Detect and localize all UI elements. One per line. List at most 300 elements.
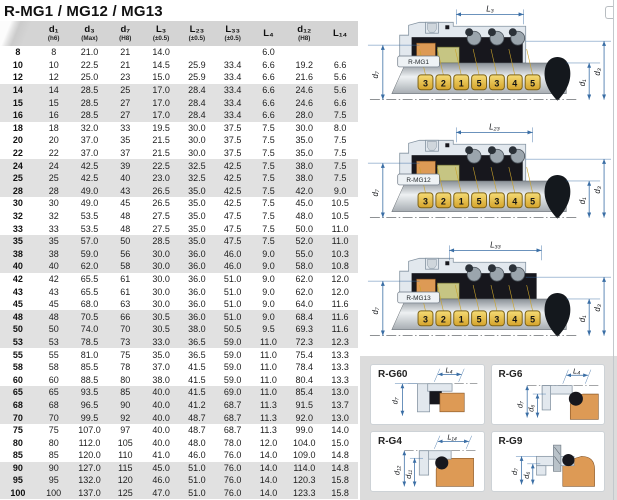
data-cell: 109.0 xyxy=(293,450,316,461)
svg-text:L₄: L₄ xyxy=(445,365,453,375)
data-cell: 33.4 xyxy=(215,96,251,109)
data-cell: 30.0 xyxy=(188,148,206,159)
data-cell: 9.5 xyxy=(251,323,287,336)
data-cell: 32.0 xyxy=(80,122,99,133)
part-number-label: 5 xyxy=(530,314,536,325)
data-cell: 25 xyxy=(36,172,72,185)
data-cell: 36.0 xyxy=(179,260,215,273)
data-cell: 32 xyxy=(48,211,59,222)
svg-text:L₂₃: L₂₃ xyxy=(489,122,500,132)
data-cell: 46.0 xyxy=(188,450,206,461)
data-cell: 40.0 xyxy=(152,425,170,436)
data-cell: 9.0 xyxy=(251,260,287,273)
data-cell: 21 xyxy=(120,47,131,58)
data-cell: 6.6 xyxy=(262,59,275,70)
data-cell: 76.0 xyxy=(215,474,251,487)
data-cell: 80 xyxy=(48,437,59,448)
data-cell: 51.0 xyxy=(179,487,215,500)
data-cell: 48.0 xyxy=(295,211,314,222)
data-cell: 33.0 xyxy=(143,336,179,349)
data-cell: 53 xyxy=(36,336,72,349)
data-cell: 56 xyxy=(107,248,143,261)
data-cell: 42.5 xyxy=(223,198,242,209)
data-cell: 57.0 xyxy=(72,235,108,248)
data-cell: 65.5 xyxy=(80,273,99,284)
table-row xyxy=(0,487,358,500)
svg-text:d₃: d₃ xyxy=(593,68,603,76)
row-header-cell: 32 xyxy=(12,211,23,222)
data-cell: 62.0 xyxy=(295,286,314,297)
data-cell: 38.0 xyxy=(286,172,322,185)
data-cell: 40 xyxy=(107,172,143,185)
data-cell: 7.5 xyxy=(322,159,358,172)
data-cell: 47.0 xyxy=(143,487,179,500)
data-cell: 42.0 xyxy=(286,185,322,198)
data-cell: 78.5 xyxy=(72,336,108,349)
row-header-cell: 24 xyxy=(0,159,36,172)
data-cell: 115 xyxy=(107,462,143,475)
data-cell: 13.3 xyxy=(331,362,349,373)
data-cell: 64.0 xyxy=(295,299,314,310)
row-header-cell: 20 xyxy=(12,135,23,146)
data-cell: 51.0 xyxy=(223,286,242,297)
data-cell: 35.0 xyxy=(179,185,215,198)
row-header-cell: 70 xyxy=(0,411,36,424)
data-cell: 68.7 xyxy=(215,411,251,424)
data-cell: 81.0 xyxy=(80,349,99,360)
data-cell: 51.0 xyxy=(179,462,215,475)
table-row xyxy=(0,424,358,437)
data-cell: 21.6 xyxy=(295,72,314,83)
data-cell: 17.0 xyxy=(143,84,179,97)
part-number-label: 3 xyxy=(423,78,428,89)
data-cell: 7.5 xyxy=(251,172,287,185)
data-cell: 132.0 xyxy=(72,474,108,487)
table-row xyxy=(0,273,358,286)
data-cell: 42.5 xyxy=(215,159,251,172)
data-cell: 46.0 xyxy=(215,260,251,273)
data-cell: 24.6 xyxy=(286,96,322,109)
data-cell: 18 xyxy=(48,122,59,133)
data-cell: 46.0 xyxy=(215,248,251,261)
row-header-cell: 8 xyxy=(15,47,21,58)
data-cell: 59.0 xyxy=(223,362,242,373)
data-cell: 96.5 xyxy=(72,399,108,412)
data-cell: 36.0 xyxy=(188,299,206,310)
data-cell: 14.0 xyxy=(259,450,278,461)
data-cell: 48 xyxy=(120,223,131,234)
data-cell: 40.0 xyxy=(143,411,179,424)
svg-text:d₇: d₇ xyxy=(370,71,380,79)
data-cell: 36.0 xyxy=(179,248,215,261)
row-header-cell: 100 xyxy=(0,487,36,500)
data-cell: 14.8 xyxy=(331,450,349,461)
detail-panel-rg60 xyxy=(370,364,485,425)
data-cell: 40.0 xyxy=(143,399,179,412)
data-cell: 9.0 xyxy=(251,310,287,323)
data-cell: 28.5 xyxy=(72,109,108,122)
data-cell: 21.5 xyxy=(152,148,170,159)
row-header-cell: 16 xyxy=(0,109,36,122)
data-cell: 50 xyxy=(36,323,72,336)
data-cell: 6.6 xyxy=(322,96,358,109)
data-cell: 68.7 xyxy=(223,425,242,436)
data-cell: 70 xyxy=(36,411,72,424)
data-cell: 28.4 xyxy=(179,84,215,97)
data-cell: 19.2 xyxy=(295,59,314,70)
svg-text:d₁₁: d₁₁ xyxy=(403,469,413,479)
data-cell: 28.4 xyxy=(179,109,215,122)
data-cell: 24.6 xyxy=(286,84,322,97)
data-cell: 11.6 xyxy=(331,299,349,310)
data-cell: 32.5 xyxy=(179,172,215,185)
svg-text:d₆: d₆ xyxy=(521,471,531,479)
data-cell: 35.0 xyxy=(188,223,206,234)
data-cell: 42.5 xyxy=(215,185,251,198)
data-cell: 42.5 xyxy=(215,172,251,185)
data-cell: 112.0 xyxy=(78,437,101,448)
table-row xyxy=(0,386,358,399)
data-cell: 8.0 xyxy=(333,122,347,133)
data-cell: 14 xyxy=(36,84,72,97)
data-cell: 35.0 xyxy=(188,198,206,209)
row-header-cell: 15 xyxy=(0,96,36,109)
data-cell: 36.0 xyxy=(188,286,206,297)
data-cell: 99.0 xyxy=(295,425,314,436)
data-cell: 11.0 xyxy=(260,374,277,385)
part-number-label: 5 xyxy=(530,78,536,89)
part-number-label: 2 xyxy=(440,78,446,89)
row-header-cell: 35 xyxy=(0,235,36,248)
data-cell: 70.5 xyxy=(72,310,108,323)
data-cell: 68.7 xyxy=(215,399,251,412)
data-cell: 61 xyxy=(120,273,131,284)
data-cell: 69.0 xyxy=(215,386,251,399)
table-row xyxy=(0,109,358,122)
data-cell: 30.0 xyxy=(143,248,179,261)
detail-label: R-G4 xyxy=(378,436,402,447)
data-cell: 35 xyxy=(36,235,72,248)
data-cell: 47.5 xyxy=(223,211,242,222)
data-cell: 7.5 xyxy=(333,148,347,159)
row-header-cell: 48 xyxy=(0,310,36,323)
table-row xyxy=(0,84,358,97)
table-row xyxy=(0,185,358,198)
table-row xyxy=(0,197,358,210)
svg-text:d₃: d₃ xyxy=(593,304,603,312)
data-cell: 37.0 xyxy=(80,148,99,159)
data-cell: 65 xyxy=(36,386,72,399)
data-cell: 59.0 xyxy=(223,349,242,360)
table-row xyxy=(0,122,358,135)
row-header-cell: 43 xyxy=(12,286,23,297)
data-cell: 42.5 xyxy=(72,172,108,185)
data-cell: 15.0 xyxy=(331,437,349,448)
data-cell: 30.0 xyxy=(143,260,179,273)
data-cell: 17.0 xyxy=(143,96,179,109)
data-cell: 62.0 xyxy=(295,273,314,284)
data-cell: 92.0 xyxy=(286,411,322,424)
data-cell: 120.0 xyxy=(78,450,101,461)
data-cell: 30.0 xyxy=(152,286,170,297)
data-cell: 19.5 xyxy=(152,122,170,133)
data-cell: 9.0 xyxy=(262,286,275,297)
data-cell xyxy=(179,46,215,59)
table-row xyxy=(0,59,358,72)
data-cell: 46.0 xyxy=(143,474,179,487)
data-cell: 50.0 xyxy=(295,223,314,234)
data-cell: 13.3 xyxy=(331,349,349,360)
data-cell: 38.0 xyxy=(286,159,322,172)
table-row xyxy=(0,399,358,412)
table-row xyxy=(0,411,358,424)
data-cell: 7.5 xyxy=(251,185,287,198)
data-cell: 21.0 xyxy=(80,47,99,58)
data-cell: 48 xyxy=(120,211,131,222)
svg-text:d₇: d₇ xyxy=(370,307,380,315)
data-cell: 37 xyxy=(120,148,131,159)
data-cell: 27.5 xyxy=(152,223,170,234)
data-cell: 90 xyxy=(36,462,72,475)
row-header-cell: 14 xyxy=(0,84,36,97)
data-cell: 14.0 xyxy=(152,47,170,58)
row-header-cell: 42 xyxy=(12,273,23,284)
column-header: d₁ (h6) xyxy=(36,21,72,46)
data-cell: 125 xyxy=(107,487,143,500)
data-cell: 123.3 xyxy=(286,487,322,500)
data-cell: 63 xyxy=(120,299,131,310)
row-header-cell: 68 xyxy=(0,399,36,412)
data-cell: 51.0 xyxy=(223,273,242,284)
data-cell: 58 xyxy=(107,260,143,273)
data-cell: 66 xyxy=(107,310,143,323)
detail-panel-rg9 xyxy=(491,431,606,492)
table-row xyxy=(0,462,358,475)
data-cell: 27 xyxy=(107,109,143,122)
page-edge-line xyxy=(613,0,614,500)
data-cell: 13.0 xyxy=(322,411,358,424)
data-cell: 7.5 xyxy=(262,148,275,159)
data-cell: 16 xyxy=(36,109,72,122)
data-cell: 21.5 xyxy=(152,135,170,146)
data-cell: 14.0 xyxy=(331,425,349,436)
data-cell: 7.5 xyxy=(333,135,347,146)
seal-cross-section-r-mg13 xyxy=(362,237,612,354)
row-header-cell: 22 xyxy=(12,148,23,159)
data-cell: 33 xyxy=(48,223,59,234)
data-cell: 73 xyxy=(107,336,143,349)
row-header-cell: 30 xyxy=(12,198,23,209)
data-cell: 28.4 xyxy=(179,96,215,109)
row-header-cell: 75 xyxy=(12,425,23,436)
row-header-cell: 58 xyxy=(12,362,23,373)
data-cell: 12.0 xyxy=(331,286,349,297)
data-cell: 30.0 xyxy=(152,299,170,310)
data-cell: 68.0 xyxy=(80,299,99,310)
data-cell: 80 xyxy=(120,374,131,385)
data-cell: 58 xyxy=(48,362,59,373)
data-cell: 11.3 xyxy=(260,425,277,436)
data-cell: 5.6 xyxy=(322,84,358,97)
detail-label: R-G6 xyxy=(498,369,523,380)
data-cell: 10.3 xyxy=(322,248,358,261)
data-cell: 26.5 xyxy=(143,185,179,198)
table-row xyxy=(0,474,358,487)
data-cell: 48.7 xyxy=(179,411,215,424)
data-cell: 20 xyxy=(48,135,59,146)
table-row xyxy=(0,298,358,311)
data-cell: 12.0 xyxy=(331,273,349,284)
data-cell: 80.4 xyxy=(295,374,314,385)
data-cell: 93.5 xyxy=(72,386,108,399)
data-cell: 48.0 xyxy=(188,437,206,448)
data-cell: 51.0 xyxy=(215,310,251,323)
data-cell: 35 xyxy=(120,135,131,146)
data-cell: 12.3 xyxy=(322,336,358,349)
table-row xyxy=(0,210,358,223)
dimension-table xyxy=(0,21,358,499)
data-cell: 7.5 xyxy=(262,211,275,222)
data-cell: 11.0 xyxy=(260,362,277,373)
data-cell: 7.5 xyxy=(262,122,275,133)
table-row xyxy=(0,172,358,185)
data-cell: 85.4 xyxy=(286,386,322,399)
data-cell: 85 xyxy=(48,450,59,461)
data-cell: 78.0 xyxy=(223,437,242,448)
data-cell: 7.5 xyxy=(322,172,358,185)
data-cell: 75 xyxy=(120,349,131,360)
part-number-label: 5 xyxy=(530,196,536,207)
data-cell: 41.5 xyxy=(188,362,206,373)
data-cell: 114.0 xyxy=(286,462,322,475)
data-cell: 7.5 xyxy=(322,109,358,122)
data-cell: 30 xyxy=(48,198,59,209)
row-header-cell: 33 xyxy=(12,223,23,234)
data-cell: 33.4 xyxy=(223,59,242,70)
data-cell: 28.0 xyxy=(286,109,322,122)
table-row xyxy=(0,222,358,235)
data-cell: 45 xyxy=(120,198,131,209)
data-cell: 53.5 xyxy=(80,211,99,222)
data-cell: 33 xyxy=(120,122,131,133)
data-cell: 11.6 xyxy=(322,310,358,323)
data-cell: 10.8 xyxy=(322,260,358,273)
data-cell: 36.0 xyxy=(179,310,215,323)
row-header-cell: 85 xyxy=(12,450,23,461)
data-cell: 51.0 xyxy=(179,474,215,487)
data-cell: 24 xyxy=(36,159,72,172)
data-cell: 45.0 xyxy=(295,198,314,209)
part-number-label: 4 xyxy=(512,196,518,207)
data-cell: 33.4 xyxy=(223,72,242,83)
data-cell: 33.4 xyxy=(215,109,251,122)
row-header-cell: 18 xyxy=(12,122,23,133)
data-cell: 33.4 xyxy=(215,84,251,97)
seal-cross-section-r-mg1 xyxy=(362,1,612,118)
table-header xyxy=(0,21,358,46)
part-number-label: 3 xyxy=(494,314,500,325)
data-cell: 120.3 xyxy=(286,474,322,487)
part-number-label: 1 xyxy=(458,78,464,89)
column-header: L₁₄ xyxy=(322,21,358,46)
data-cell: 42.5 xyxy=(72,159,108,172)
data-cell: 30.0 xyxy=(188,122,206,133)
data-cell: 25.9 xyxy=(188,59,206,70)
data-cell: 28.5 xyxy=(143,235,179,248)
data-cell: 68 xyxy=(36,399,72,412)
data-cell: 85 xyxy=(107,386,143,399)
data-cell: 6.6 xyxy=(262,72,275,83)
data-cell: 9.0 xyxy=(262,273,275,284)
data-cell: 11.0 xyxy=(322,235,358,248)
data-cell: 36.0 xyxy=(188,273,206,284)
column-header: d₁₂ (H8) xyxy=(286,21,322,46)
data-cell: 32.5 xyxy=(179,159,215,172)
data-cell: 6.6 xyxy=(251,109,287,122)
data-cell: 5.6 xyxy=(333,72,347,83)
row-header-cell: 38 xyxy=(0,248,36,261)
table-row xyxy=(0,361,358,374)
data-cell: 107.0 xyxy=(78,425,101,436)
data-cell: 23 xyxy=(120,72,131,83)
row-header-cell: 12 xyxy=(12,72,23,83)
svg-text:d₁₂: d₁₂ xyxy=(392,465,402,476)
data-cell: 12 xyxy=(48,72,59,83)
column-header: d₇ (H8) xyxy=(107,21,143,46)
table-row xyxy=(0,248,358,261)
detail-label: R-G60 xyxy=(378,369,408,380)
data-cell: 50.5 xyxy=(215,323,251,336)
data-cell: 76.0 xyxy=(215,487,251,500)
row-header-cell: 53 xyxy=(0,336,36,349)
column-header: L₃₃ (±0.5) xyxy=(215,21,251,46)
data-cell: 52.0 xyxy=(286,235,322,248)
part-number-label: 3 xyxy=(494,78,500,89)
data-cell: 30.5 xyxy=(143,323,179,336)
seal-diagram-stack xyxy=(360,0,613,356)
table-row xyxy=(0,159,358,172)
data-cell: 6.6 xyxy=(333,59,347,70)
table-row xyxy=(0,285,358,298)
data-cell: 6.0 xyxy=(262,47,275,58)
part-number-label: 1 xyxy=(458,196,464,207)
row-header-cell: 90 xyxy=(0,462,36,475)
data-cell: 35.0 xyxy=(295,135,314,146)
data-cell: 10 xyxy=(48,59,59,70)
data-cell: 47.5 xyxy=(215,235,251,248)
data-cell: 11.3 xyxy=(251,399,287,412)
row-header-cell: 80 xyxy=(12,437,23,448)
row-header-cell: 10 xyxy=(12,59,23,70)
part-number-label: 5 xyxy=(476,314,482,325)
data-cell: 22 xyxy=(48,148,59,159)
table-row xyxy=(0,449,358,462)
data-cell: 8 xyxy=(51,47,57,58)
part-number-label: 2 xyxy=(440,196,446,207)
data-cell: 104.0 xyxy=(293,437,316,448)
data-cell: 7.5 xyxy=(262,223,275,234)
svg-text:d₁: d₁ xyxy=(578,197,588,205)
data-cell: 30.0 xyxy=(295,122,314,133)
data-cell: 7.5 xyxy=(251,159,287,172)
svg-text:d₆: d₆ xyxy=(526,404,536,412)
data-cell: 10.5 xyxy=(331,198,349,209)
data-cell: 7.5 xyxy=(262,198,275,209)
row-header-cell: 40 xyxy=(0,260,36,273)
data-cell: 70 xyxy=(107,323,143,336)
data-cell: 72.3 xyxy=(286,336,322,349)
data-cell: 23.0 xyxy=(143,172,179,185)
